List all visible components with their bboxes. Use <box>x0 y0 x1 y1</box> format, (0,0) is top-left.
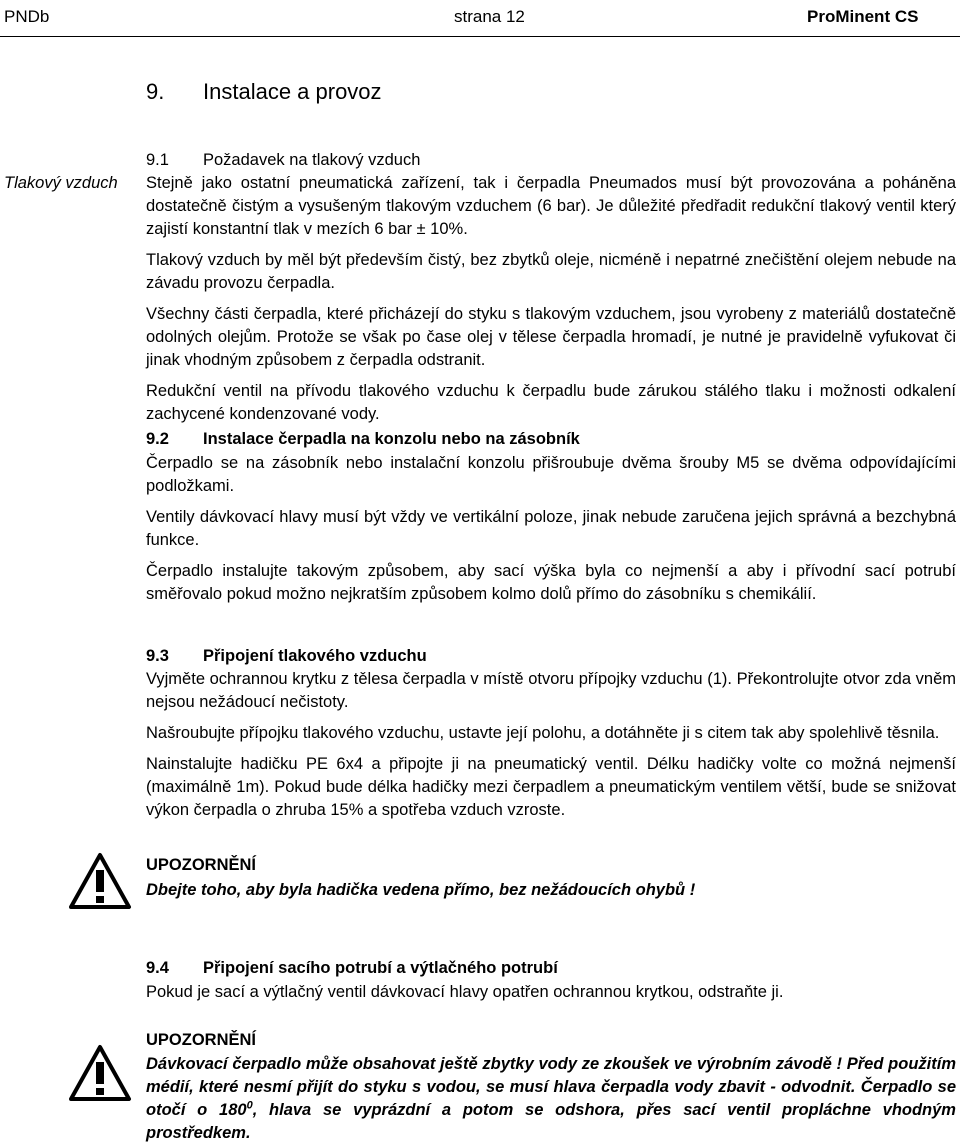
warning-triangle-icon <box>68 852 132 910</box>
paragraph: Tlakový vzduch by měl být především čistý, bez zbytků oleje, nicméně i nepatrné znečištění olejem nebude na závadu provozu čerpadla. <box>146 251 956 292</box>
section-title: Instalace čerpadla na konzolu nebo na zásobník <box>203 430 580 448</box>
section-body-9-3 <box>146 668 956 830</box>
warning-text: Dbejte toho, aby byla hadička vedena přímo, bez nežádoucích ohybů ! <box>146 881 696 899</box>
warning-title: UPOZORNĚNÍ <box>146 1031 257 1049</box>
section-heading-9-3 <box>146 645 427 667</box>
section-number: 9.3 <box>146 647 169 665</box>
section-body-9-1 <box>146 172 956 434</box>
section-heading-9-2 <box>146 428 580 450</box>
paragraph: Stejně jako ostatní pneumatická zařízení, tak i čerpadla Pneumados musí být provozována a poháněna dostatečně čistým a vysušeným tlakovým vzduchem (6 bar). Je důležité předřadit redukční tlakový ventil který zajistí konstantní tlak v mezích 6 bar ± 10%. <box>146 174 956 238</box>
warning-text-part: Dávkovací čerpadlo může obsahovat ještě zbytky vody ze zkoušek ve výrobním závodě ! Před použitím médií, které nesmí přijít do styku s vodou, se musí hlava čerpadla vody zbavit - odvodnit. Čerpadlo se otočí o 180 <box>146 1055 956 1119</box>
section-heading-9-1 <box>146 149 420 171</box>
header-company: ProMinent CS <box>807 7 919 26</box>
warning-text-part: , hlava se vyprázdní a potom se odshora, přes sací ventil propláchne vhodným prostředkem. <box>146 1101 956 1142</box>
chapter-number: 9. <box>146 79 165 104</box>
chapter-heading <box>146 78 382 106</box>
section-title: Připojení sacího potrubí a výtlačného potrubí <box>203 959 558 977</box>
section-number: 9.2 <box>146 430 169 448</box>
section-number: 9.4 <box>146 959 169 977</box>
section-body-9-4 <box>146 981 956 1012</box>
paragraph: Našroubujte přípojku tlakového vzduchu, ustavte její polohu, a dotáhněte ji s citem tak aby spolehlivě těsnila. <box>146 724 940 742</box>
warning-text <box>146 1053 956 1145</box>
paragraph: Ventily dávkovací hlavy musí být vždy ve vertikální poloze, jinak nebude zaručena jejich správná a bezchybná funkce. <box>146 508 956 549</box>
paragraph: Vyjměte ochrannou krytku z tělesa čerpadla v místě otvoru přípojky vzduchu (1). Překontrolujte otvor zda vněm nejsou nežádoucí nečistoty. <box>146 670 956 711</box>
paragraph: Čerpadlo se na zásobník nebo instalační konzolu přišroubuje dvěma šrouby M5 se dvěma odpovídajícími podložkami. <box>146 454 956 495</box>
section-body-9-2 <box>146 452 956 614</box>
warning-triangle-icon <box>68 1044 132 1102</box>
paragraph: Pokud je sací a výtlačný ventil dávkovací hlavy opatřen ochrannou krytkou, odstraňte ji. <box>146 983 784 1001</box>
section-title: Požadavek na tlakový vzduch <box>203 151 421 169</box>
sidebar-label: Tlakový vzduch <box>4 174 118 192</box>
paragraph: Redukční ventil na přívodu tlakového vzduchu k čerpadlu bude zárukou stálého tlaku i možnosti odkalení zachycené kondenzované vody. <box>146 382 956 423</box>
paragraph: Všechny části čerpadla, které přicházejí do styku s tlakovým vzduchem, jsou vyrobeny z materiálů dostatečně odolných olejům. Protože se však po čase olej v tělese čerpadla hromadí, je nutné je pravidelně vyfukovat či jinak vhodným způsobem z čerpadla odstranit. <box>146 305 956 369</box>
section-heading-9-4 <box>146 957 558 979</box>
paragraph: Čerpadlo instalujte takovým způsobem, aby sací výška byla co nejmenší a aby i přívodní sací potrubí směřovalo pokud možno nejkratším způsobem kolmo dolů přímo do zásobníku s chemikálií. <box>146 562 956 603</box>
header-page-number: strana 12 <box>454 7 525 26</box>
section-title: Připojení tlakového vzduchu <box>203 647 427 665</box>
header-divider <box>0 36 960 37</box>
paragraph: Nainstalujte hadičku PE 6x4 a připojte ji na pneumatický ventil. Délku hadičky volte co možná nejmenší (maximálně 1m). Pokud bude délka hadičky mezi čerpadlem a pneumatickým ventilem větší, bude se snižovat výkon čerpadla o zhruba 15% a spotřeba vzduch vzroste. <box>146 755 956 819</box>
section-number: 9.1 <box>146 151 169 169</box>
warning-title: UPOZORNĚNÍ <box>146 856 257 874</box>
chapter-title: Instalace a provoz <box>203 79 382 104</box>
degree-superscript: 0 <box>246 1099 253 1112</box>
header-left: PNDb <box>4 7 50 26</box>
